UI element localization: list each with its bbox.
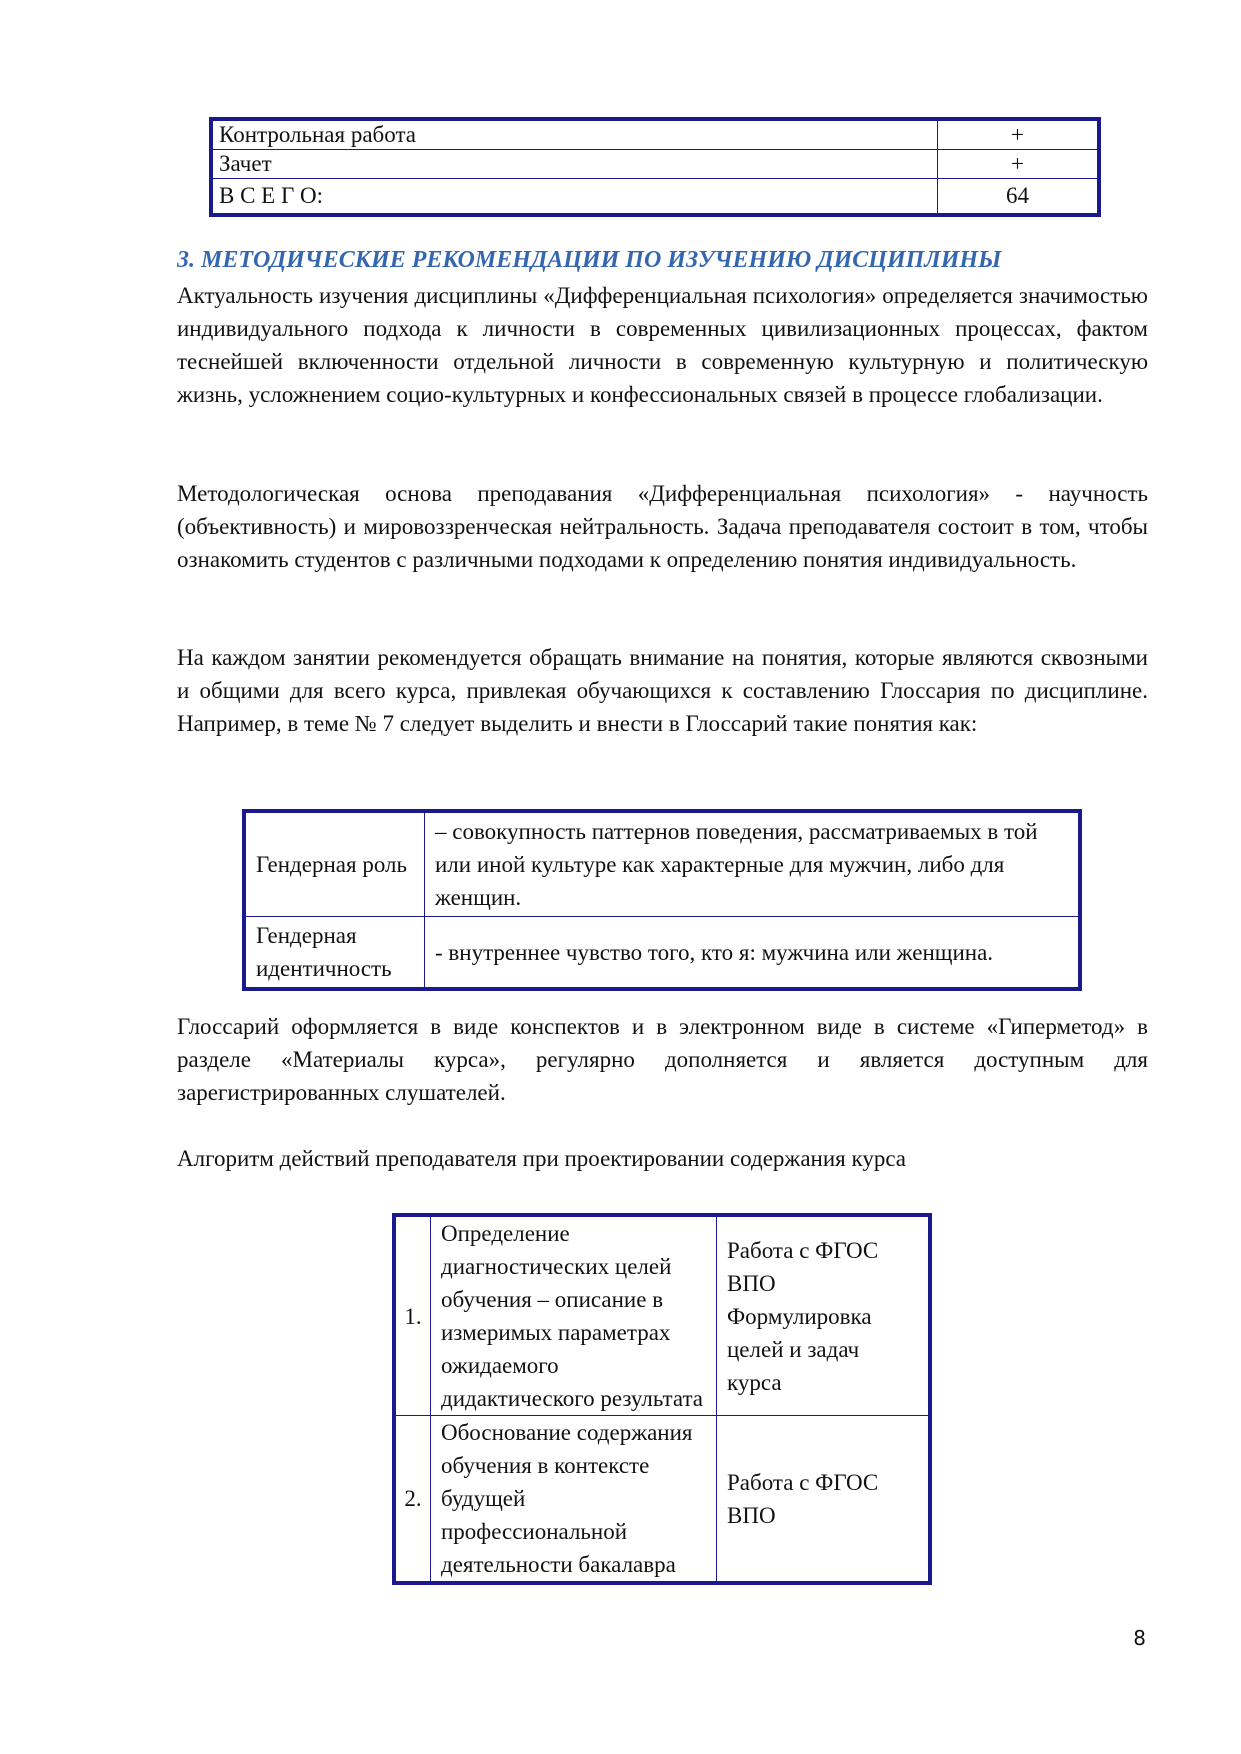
step-number: 1. [394,1215,431,1416]
summary-label: Зачет [211,150,938,179]
paragraph-methodology: Методологическая основа преподавания «Дифференциальная психология» - научность (объективность) и мировоззренческая нейтральность. Задача преподавателя состоит в том, чтобы ознакомить студентов с различными подходами к определению понятия индивидуальность. [177,481,1148,572]
table-row [211,179,1099,216]
page-number: 8 [1133,1626,1146,1650]
table-row [244,917,1080,990]
glossary-table [242,809,1082,991]
step-number: 2. [394,1416,431,1584]
table-row [211,150,1099,179]
paragraph-relevance: Актуальность изучения дисциплины «Дифференциальная психология» определяется значимостью индивидуального подхода к личности в современных цивилизационных процессах, фактом теснейшей включенности отдельной личности в современную культурную и политическую жизнь, усложнением социо-культурных и конфессиональных связей в процессе глобализации. [177,283,1148,407]
paragraph-glossary-intro: На каждом занятии рекомендуется обращать внимание на понятия, которые являются сквозными и общими для всего курса, привлекая обучающихся к составлению Глоссария по дисциплине. Например, в теме № 7 следует выделить и внести в Глоссарий такие понятия как: [177,645,1148,736]
table-row [211,119,1099,150]
summary-table [209,117,1101,217]
summary-total-value: 64 [938,179,1100,216]
summary-value: + [938,150,1100,179]
glossary-definition: – совокупность паттернов поведения, рассматриваемых в той или иной культуре как характерные для мужчин, либо для женщин. [425,811,1081,917]
summary-total-label: В С Е Г О: [211,179,938,216]
section-heading: 3. МЕТОДИЧЕСКИЕ РЕКОМЕНДАЦИИ ПО ИЗУЧЕНИЮ ДИСЦИПЛИНЫ [177,247,1002,273]
glossary-definition: - внутреннее чувство того, кто я: мужчина или женщина. [425,917,1081,990]
summary-label: Контрольная работа [211,119,938,150]
glossary-term: Гендерная роль [244,811,425,917]
step-action: Работа с ФГОС ВПО Формулировка целей и задач курса [717,1215,931,1416]
table-row [394,1416,930,1584]
algorithm-table [392,1213,932,1585]
paragraph-glossary-format: Глоссарий оформляется в виде конспектов и в электронном виде в системе «Гиперметод» в разделе «Материалы курса», регулярно дополняется и является доступным для зарегистрированных слушателей. [177,1014,1148,1105]
glossary-term: Гендерная идентичность [244,917,425,990]
step-description: Определение диагностических целей обучения – описание в измеримых параметрах ожидаемого дидактического результата [431,1215,717,1416]
paragraph-algorithm-intro: Алгоритм действий преподавателя при проектировании содержания курса [177,1146,907,1171]
step-action: Работа с ФГОС ВПО [717,1416,931,1584]
table-row [394,1215,930,1416]
summary-value: + [938,119,1100,150]
step-description: Обоснование содержания обучения в контексте будущей профессиональной деятельности бакалавра [431,1416,717,1584]
table-row [244,811,1080,917]
